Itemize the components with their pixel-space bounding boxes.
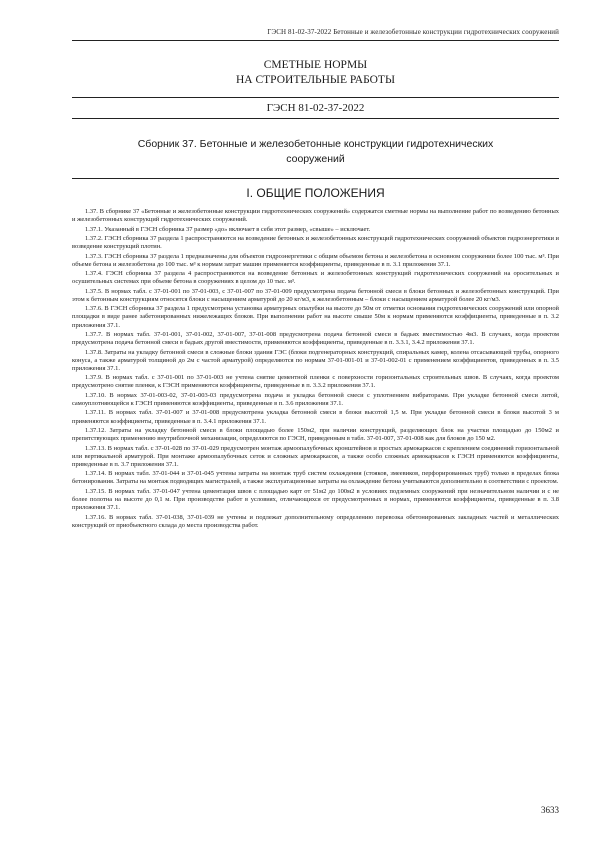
document-title	[72, 58, 559, 88]
section-title: I. ОБЩИЕ ПОЛОЖЕНИЯ	[246, 186, 385, 200]
document-title-line-2: НА СТРОИТЕЛЬНЫЕ РАБОТЫ	[236, 74, 395, 86]
paragraph: 1.37.11. В нормах табл. 37-01-007 и 37-01-008 предусмотрена укладка бетонной смеси в блоки высотой 1,5 м. При укладке бетонной смеси в блоки высотой 3 м применяются коэффициенты, приведенные в п. 3.4.1 приложения 37.1.	[72, 409, 559, 425]
paragraph: 1.37.7. В нормах табл. 37-01-001, 37-01-002, 37-01-007, 37-01-008 предусмотрена подача бетонной смеси в бадьях вместимостью 4м3. В случаях, когда проектом предусмотрена подача бетонной смеси в бадьях другой вместимости, применяются коэффициенты, приведенные в п. 3.3.1, 3.4.2 приложения 37.1.	[72, 331, 559, 347]
document-code: ГЭСН 81-02-37-2022	[72, 97, 559, 119]
paragraph: 1.37.2. ГЭСН сборника 37 раздела 1 распространяются на возведение бетонных и железобетонных конструкций гидротехнических сооружений объектов гидроэнергетики и возведение конструкций плотин.	[72, 235, 559, 251]
document-title-line-1: СМЕТНЫЕ НОРМЫ	[263, 59, 368, 71]
paragraph: 1.37.9. В нормах табл. с 37-01-001 по 37-01-003 не учтена снятие цементной пленки с поверхности горизонтальных строительных швов. В случаях, когда проектом предусмотрено снятие пленки, к ГЭСН применяются коэффициенты, приведенные в п. 3.3.2 приложения 37.1.	[72, 374, 559, 390]
paragraph: 1.37.14. В нормах табл. 37-01-044 и 37-01-045 учтены затраты на монтаж труб систем охлаждения (стояков, змеевиков, перфорированных труб) только в пределах блока бетонирования. Затраты на монтаж подводящих магистралей, а также эксплуатационные затраты на охлаждение бетона учитываются дополнительно в соответствии с проектом.	[72, 470, 559, 486]
page-number: 3633	[541, 805, 559, 815]
running-header: ГЭСН 81-02-37-2022 Бетонные и железобетонные конструкции гидротехнических сооружений	[267, 28, 559, 36]
collection-title-line-1: Сборник 37. Бетонные и железобетонные конструкции гидротехнических	[137, 138, 494, 150]
paragraph: 1.37.4. ГЭСН сборника 37 раздела 4 распространяются на возведение бетонных и железобетонных конструкций гидротехнических сооружений на оросительных и осушительных системах при объеме бетона в сооружениях в целом до 10 тыс. м³.	[72, 270, 559, 286]
collection-title-line-2: сооружений	[286, 153, 345, 165]
paragraph: 1.37.12. Затраты на укладку бетонной смеси в блоки площадью более 150м2, при наличии конструкций, разделяющих блок на участки площадью до 150м2 и препятствующих применению внутриблочной механизации, определяются по ГЭСН, приведенным в табл. 37-01-007, 37-01-008 как для блоков до 150 м2.	[72, 427, 559, 443]
paragraph: 1.37.15. В нормах табл. 37-01-047 учтена цементация швов с площадью карт от 51м2 до 100м2 в условиях подземных сооружений при незначительном наличии и с не более полотна на высоте до 0,1 м. При производстве работ в условиях, отличающихся от предусмотренных в нормах, применяются коэффициенты, приведенные в п. 3.8 приложения 37.1.	[72, 487, 559, 512]
paragraph: 1.37.5. В нормах табл. с 37-01-001 по 37-01-003, с 37-01-007 по 37-01-009 предусмотрена подача бетонной смеси в блоки бетонных и железобетонных конструкций. При этом к бетонным конструкциям относятся блоки с насыщением арматурой до 20 кг/м3, к железобетонным – блоки с насыщением арматурой более 20 кг/м3.	[72, 287, 559, 303]
paragraph: 1.37.13. В нормах табл. с 37-01-028 по 37-01-029 предусмотрен монтаж армоопалубочных кронштейнов и простых армокаркасов с креплением соединений горизонтальной или вертикальной арматурой. При монтаже армоопалубочных сеток и сложных армокаркасов, а также особо сложных армокаркасов к ГЭСН применяются коэффициенты, приведенные в п. 3.7 приложения 37.1.	[72, 444, 559, 468]
paragraph: 1.37.1. Указанный в ГЭСН сборника 37 размер «до» включает в себя этот размер, «свыше» – исключает.	[85, 225, 371, 233]
paragraph: 1.37.16. В нормах табл. 37-01-038, 37-01-039 не учтены и подлежат дополнительному определению перевозка обетонированных закладных частей и металлических конструкций от приобъектного склада до места производства работ.	[72, 513, 559, 529]
paragraph: 1.37.10. В нормах 37-01-003-02, 37-01-003-03 предусмотрена подача и укладка бетонной смеси с уплотнением вибраторами. При укладке бетонной смеси литой, самоуплотняющейся к ГЭСН применяются коэффициенты, приведенные в п. 3.6 приложения 37.1.	[72, 391, 559, 407]
paragraph: 1.37. В сборнике 37 «Бетонные и железобетонные конструкции гидротехнических сооружений» содержатся сметные нормы на выполнение работ по возведению бетонных и железобетонных конструкций гидротехнических сооружений.	[72, 208, 559, 224]
paragraph: 1.37.3. ГЭСН сборника 37 раздела 1 предназначены для объектов гидроэнергетики с общим объемом бетона и железобетона в основном сооружении более 100 тыс. м³. При объеме бетона и железобетона до 100 тыс. м³ к нормам затрат машин применяется коэффициенты, приведенные в п. 3.1 приложения 37.1.	[72, 252, 559, 268]
body-text	[72, 208, 559, 531]
title-rule	[72, 178, 559, 179]
paragraph: 1.37.6. В ГЭСН сборника 37 раздела 1 предусмотрена установка арматурных опалубки на высоте до 50м от отметки основания гидротехнических сооружений или опорной площадки в виде ранее забетонированных нижележащих блоков. При выполнении работ на высоте свыше 50м к нормам применяются коэффициенты, приведенные в п. 3.2 приложения 37.1.	[72, 305, 559, 329]
paragraph: 1.37.8. Затраты на укладку бетонной смеси в сложные блоки здания ГЭС (блоки подгенераторных конструкций, спиральных камер, колена отсасывающей трубы, опорного конуса, а также арматурой толщиной до 2м с частой арматурой) определяются по нормам 37-01-001-01 и 37-01-002-01 с применением коэффициентов, приведенных в п. 3.5 приложения 37.1.	[72, 348, 559, 372]
collection-title	[72, 137, 559, 167]
header-rule	[72, 40, 559, 41]
